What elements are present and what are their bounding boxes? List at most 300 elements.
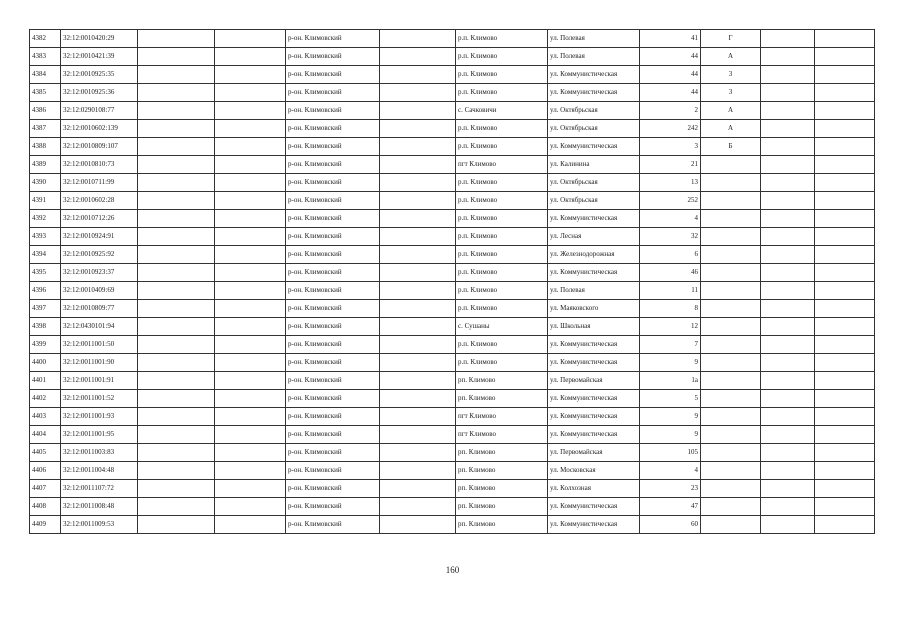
district-cell: р-он. Климовский <box>286 30 380 48</box>
empty-cell <box>138 246 215 264</box>
empty-cell <box>215 480 286 498</box>
house-letter-cell <box>701 318 761 336</box>
empty-cell <box>380 246 456 264</box>
cadastral-number-cell: 32:12:0011001:50 <box>61 336 138 354</box>
empty-cell <box>380 426 456 444</box>
street-cell: ул. Октябрьская <box>548 192 640 210</box>
locality-cell: р.п. Климово <box>456 282 548 300</box>
house-letter-cell <box>701 498 761 516</box>
house-letter-cell <box>701 354 761 372</box>
empty-cell <box>380 66 456 84</box>
locality-cell: рп. Климово <box>456 390 548 408</box>
empty-cell <box>815 354 875 372</box>
table-row <box>30 408 875 426</box>
street-cell: ул. Коммунистическая <box>548 516 640 534</box>
district-cell: р-он. Климовский <box>286 228 380 246</box>
registry-table <box>29 29 875 534</box>
empty-cell <box>761 30 815 48</box>
locality-cell: пгт Климово <box>456 426 548 444</box>
cadastral-number-cell: 32:12:0010711:99 <box>61 174 138 192</box>
empty-cell <box>815 318 875 336</box>
district-cell: р-он. Климовский <box>286 390 380 408</box>
empty-cell <box>761 444 815 462</box>
empty-cell <box>761 282 815 300</box>
locality-cell: рп. Климово <box>456 516 548 534</box>
empty-cell <box>138 282 215 300</box>
table-row <box>30 390 875 408</box>
empty-cell <box>380 354 456 372</box>
district-cell: р-он. Климовский <box>286 318 380 336</box>
district-cell: р-он. Климовский <box>286 462 380 480</box>
locality-cell: р.п. Климово <box>456 30 548 48</box>
cadastral-number-cell: 32:12:0011001:95 <box>61 426 138 444</box>
empty-cell <box>138 192 215 210</box>
row-number-cell: 4388 <box>30 138 61 156</box>
house-letter-cell <box>701 264 761 282</box>
empty-cell <box>761 426 815 444</box>
house-number-cell: 23 <box>640 480 701 498</box>
row-number-cell: 4403 <box>30 408 61 426</box>
street-cell: ул. Коммунистическая <box>548 390 640 408</box>
cadastral-number-cell: 32:12:0011001:91 <box>61 372 138 390</box>
house-number-cell: 44 <box>640 84 701 102</box>
row-number-cell: 4384 <box>30 66 61 84</box>
empty-cell <box>815 372 875 390</box>
house-number-cell: 5 <box>640 390 701 408</box>
district-cell: р-он. Климовский <box>286 282 380 300</box>
empty-cell <box>815 246 875 264</box>
locality-cell: пгт Климово <box>456 156 548 174</box>
cadastral-number-cell: 32:12:0011001:52 <box>61 390 138 408</box>
empty-cell <box>215 426 286 444</box>
locality-cell: р.п. Климово <box>456 210 548 228</box>
empty-cell <box>380 120 456 138</box>
house-number-cell: 32 <box>640 228 701 246</box>
empty-cell <box>815 210 875 228</box>
table-row <box>30 210 875 228</box>
empty-cell <box>761 228 815 246</box>
empty-cell <box>215 372 286 390</box>
district-cell: р-он. Климовский <box>286 336 380 354</box>
house-letter-cell <box>701 192 761 210</box>
district-cell: р-он. Климовский <box>286 192 380 210</box>
empty-cell <box>215 300 286 318</box>
house-number-cell: 6 <box>640 246 701 264</box>
row-number-cell: 4399 <box>30 336 61 354</box>
table-row <box>30 138 875 156</box>
empty-cell <box>215 138 286 156</box>
street-cell: ул. Коммунистическая <box>548 354 640 372</box>
empty-cell <box>761 246 815 264</box>
locality-cell: р.п. Климово <box>456 264 548 282</box>
house-letter-cell: Б <box>701 138 761 156</box>
cadastral-number-cell: 32:12:0010602:28 <box>61 192 138 210</box>
empty-cell <box>215 516 286 534</box>
cadastral-number-cell: 32:12:0010925:92 <box>61 246 138 264</box>
empty-cell <box>380 336 456 354</box>
locality-cell: р.п. Климово <box>456 192 548 210</box>
row-number-cell: 4400 <box>30 354 61 372</box>
street-cell: ул. Октябрьская <box>548 120 640 138</box>
street-cell: ул. Коммунистическая <box>548 66 640 84</box>
street-cell: ул. Полевая <box>548 30 640 48</box>
empty-cell <box>215 246 286 264</box>
empty-cell <box>380 444 456 462</box>
district-cell: р-он. Климовский <box>286 300 380 318</box>
row-number-cell: 4401 <box>30 372 61 390</box>
house-letter-cell: А <box>701 120 761 138</box>
empty-cell <box>215 390 286 408</box>
empty-cell <box>761 48 815 66</box>
house-number-cell: 44 <box>640 48 701 66</box>
district-cell: р-он. Климовский <box>286 210 380 228</box>
empty-cell <box>761 354 815 372</box>
locality-cell: рп. Климово <box>456 498 548 516</box>
street-cell: ул. Первомайская <box>548 444 640 462</box>
street-cell: ул. Коммунистическая <box>548 84 640 102</box>
locality-cell: р.п. Климово <box>456 354 548 372</box>
house-number-cell: 9 <box>640 408 701 426</box>
empty-cell <box>215 84 286 102</box>
empty-cell <box>215 30 286 48</box>
table-row <box>30 192 875 210</box>
empty-cell <box>761 372 815 390</box>
row-number-cell: 4406 <box>30 462 61 480</box>
cadastral-number-cell: 32:12:0010925:35 <box>61 66 138 84</box>
district-cell: р-он. Климовский <box>286 66 380 84</box>
district-cell: р-он. Климовский <box>286 372 380 390</box>
row-number-cell: 4382 <box>30 30 61 48</box>
empty-cell <box>138 228 215 246</box>
house-number-cell: 242 <box>640 120 701 138</box>
empty-cell <box>215 318 286 336</box>
table-row <box>30 354 875 372</box>
row-number-cell: 4383 <box>30 48 61 66</box>
empty-cell <box>815 48 875 66</box>
row-number-cell: 4391 <box>30 192 61 210</box>
empty-cell <box>761 120 815 138</box>
row-number-cell: 4394 <box>30 246 61 264</box>
street-cell: ул. Коммунистическая <box>548 408 640 426</box>
cadastral-number-cell: 32:12:0010409:69 <box>61 282 138 300</box>
table-row <box>30 156 875 174</box>
row-number-cell: 4407 <box>30 480 61 498</box>
empty-cell <box>380 480 456 498</box>
empty-cell <box>215 462 286 480</box>
street-cell: ул. Октябрьская <box>548 102 640 120</box>
district-cell: р-он. Климовский <box>286 156 380 174</box>
empty-cell <box>215 66 286 84</box>
empty-cell <box>380 516 456 534</box>
empty-cell <box>138 66 215 84</box>
locality-cell: рп. Климово <box>456 444 548 462</box>
cadastral-number-cell: 32:12:0430101:94 <box>61 318 138 336</box>
empty-cell <box>815 462 875 480</box>
cadastral-number-cell: 32:12:0010809:77 <box>61 300 138 318</box>
street-cell: ул. Полевая <box>548 48 640 66</box>
empty-cell <box>815 192 875 210</box>
empty-cell <box>138 408 215 426</box>
empty-cell <box>215 174 286 192</box>
empty-cell <box>215 210 286 228</box>
house-letter-cell <box>701 426 761 444</box>
row-number-cell: 4390 <box>30 174 61 192</box>
locality-cell: р.п. Климово <box>456 246 548 264</box>
house-letter-cell <box>701 462 761 480</box>
house-number-cell: 12 <box>640 318 701 336</box>
locality-cell: рп. Климово <box>456 372 548 390</box>
empty-cell <box>138 84 215 102</box>
empty-cell <box>215 408 286 426</box>
locality-cell: р.п. Климово <box>456 138 548 156</box>
district-cell: р-он. Климовский <box>286 498 380 516</box>
empty-cell <box>761 102 815 120</box>
district-cell: р-он. Климовский <box>286 444 380 462</box>
empty-cell <box>215 498 286 516</box>
house-letter-cell <box>701 408 761 426</box>
street-cell: ул. Полевая <box>548 282 640 300</box>
empty-cell <box>138 300 215 318</box>
house-letter-cell <box>701 282 761 300</box>
cadastral-number-cell: 32:12:0010420:29 <box>61 30 138 48</box>
table-row <box>30 120 875 138</box>
empty-cell <box>761 336 815 354</box>
table-row <box>30 246 875 264</box>
empty-cell <box>215 336 286 354</box>
table-row <box>30 372 875 390</box>
house-number-cell: 60 <box>640 516 701 534</box>
table-row <box>30 264 875 282</box>
empty-cell <box>138 102 215 120</box>
empty-cell <box>815 516 875 534</box>
house-letter-cell: 3 <box>701 66 761 84</box>
row-number-cell: 4398 <box>30 318 61 336</box>
table-row <box>30 282 875 300</box>
empty-cell <box>380 102 456 120</box>
house-letter-cell <box>701 444 761 462</box>
cadastral-number-cell: 32:12:0011008:48 <box>61 498 138 516</box>
empty-cell <box>215 156 286 174</box>
empty-cell <box>138 426 215 444</box>
empty-cell <box>761 192 815 210</box>
table-row <box>30 300 875 318</box>
empty-cell <box>815 84 875 102</box>
table-row <box>30 462 875 480</box>
cadastral-number-cell: 32:12:0010809:107 <box>61 138 138 156</box>
cadastral-number-cell: 32:12:0011001:90 <box>61 354 138 372</box>
locality-cell: пгт Климово <box>456 408 548 426</box>
house-number-cell: 3 <box>640 138 701 156</box>
empty-cell <box>380 138 456 156</box>
house-letter-cell: А <box>701 48 761 66</box>
row-number-cell: 4389 <box>30 156 61 174</box>
empty-cell <box>761 300 815 318</box>
district-cell: р-он. Климовский <box>286 480 380 498</box>
district-cell: р-он. Климовский <box>286 516 380 534</box>
row-number-cell: 4397 <box>30 300 61 318</box>
row-number-cell: 4402 <box>30 390 61 408</box>
house-letter-cell: Г <box>701 30 761 48</box>
empty-cell <box>815 120 875 138</box>
house-number-cell: 11 <box>640 282 701 300</box>
empty-cell <box>215 228 286 246</box>
table-row <box>30 480 875 498</box>
empty-cell <box>761 408 815 426</box>
empty-cell <box>215 192 286 210</box>
locality-cell: с. Сачковичи <box>456 102 548 120</box>
cadastral-number-cell: 32:12:0010924:91 <box>61 228 138 246</box>
empty-cell <box>138 138 215 156</box>
empty-cell <box>138 390 215 408</box>
house-number-cell: 9 <box>640 354 701 372</box>
empty-cell <box>138 462 215 480</box>
table-row <box>30 84 875 102</box>
empty-cell <box>138 210 215 228</box>
empty-cell <box>380 84 456 102</box>
empty-cell <box>138 30 215 48</box>
table-row <box>30 498 875 516</box>
street-cell: ул. Первомайская <box>548 372 640 390</box>
empty-cell <box>215 48 286 66</box>
empty-cell <box>215 444 286 462</box>
house-number-cell: 9 <box>640 426 701 444</box>
empty-cell <box>215 354 286 372</box>
empty-cell <box>761 516 815 534</box>
house-letter-cell <box>701 372 761 390</box>
empty-cell <box>215 120 286 138</box>
house-letter-cell <box>701 480 761 498</box>
district-cell: р-он. Климовский <box>286 264 380 282</box>
house-number-cell: 2 <box>640 102 701 120</box>
empty-cell <box>138 156 215 174</box>
table-row <box>30 66 875 84</box>
empty-cell <box>761 264 815 282</box>
empty-cell <box>761 174 815 192</box>
locality-cell: р.п. Климово <box>456 48 548 66</box>
empty-cell <box>138 354 215 372</box>
table-row <box>30 174 875 192</box>
empty-cell <box>380 498 456 516</box>
cadastral-number-cell: 32:12:0011009:53 <box>61 516 138 534</box>
street-cell: ул. Коммунистическая <box>548 498 640 516</box>
empty-cell <box>815 174 875 192</box>
house-number-cell: 252 <box>640 192 701 210</box>
street-cell: ул. Октябрьская <box>548 174 640 192</box>
house-number-cell: 105 <box>640 444 701 462</box>
house-letter-cell <box>701 390 761 408</box>
table-row <box>30 318 875 336</box>
empty-cell <box>380 372 456 390</box>
cadastral-number-cell: 32:12:0010923:37 <box>61 264 138 282</box>
street-cell: ул. Калинина <box>548 156 640 174</box>
table-row <box>30 102 875 120</box>
empty-cell <box>815 300 875 318</box>
row-number-cell: 4386 <box>30 102 61 120</box>
house-number-cell: 13 <box>640 174 701 192</box>
empty-cell <box>215 282 286 300</box>
locality-cell: р.п. Климово <box>456 120 548 138</box>
locality-cell: р.п. Климово <box>456 174 548 192</box>
empty-cell <box>815 480 875 498</box>
district-cell: р-он. Климовский <box>286 48 380 66</box>
cadastral-number-cell: 32:12:0010925:36 <box>61 84 138 102</box>
house-number-cell: 47 <box>640 498 701 516</box>
street-cell: ул. Железнодорожная <box>548 246 640 264</box>
row-number-cell: 4408 <box>30 498 61 516</box>
district-cell: р-он. Климовский <box>286 174 380 192</box>
district-cell: р-он. Климовский <box>286 354 380 372</box>
empty-cell <box>815 426 875 444</box>
locality-cell: рп. Климово <box>456 480 548 498</box>
house-number-cell: 8 <box>640 300 701 318</box>
district-cell: р-он. Климовский <box>286 426 380 444</box>
empty-cell <box>815 408 875 426</box>
locality-cell: р.п. Климово <box>456 228 548 246</box>
locality-cell: р.п. Климово <box>456 66 548 84</box>
house-number-cell: 41 <box>640 30 701 48</box>
empty-cell <box>815 336 875 354</box>
cadastral-number-cell: 32:12:0290108:77 <box>61 102 138 120</box>
row-number-cell: 4387 <box>30 120 61 138</box>
empty-cell <box>761 498 815 516</box>
empty-cell <box>138 120 215 138</box>
house-number-cell: 7 <box>640 336 701 354</box>
district-cell: р-он. Климовский <box>286 138 380 156</box>
row-number-cell: 4405 <box>30 444 61 462</box>
cadastral-number-cell: 32:12:0011004:48 <box>61 462 138 480</box>
empty-cell <box>380 30 456 48</box>
house-number-cell: 46 <box>640 264 701 282</box>
empty-cell <box>138 264 215 282</box>
house-letter-cell <box>701 156 761 174</box>
empty-cell <box>761 138 815 156</box>
empty-cell <box>138 318 215 336</box>
house-letter-cell: А <box>701 102 761 120</box>
cadastral-number-cell: 32:12:0011003:83 <box>61 444 138 462</box>
empty-cell <box>815 156 875 174</box>
empty-cell <box>761 390 815 408</box>
street-cell: ул. Московская <box>548 462 640 480</box>
house-number-cell: 21 <box>640 156 701 174</box>
house-letter-cell <box>701 174 761 192</box>
house-letter-cell <box>701 516 761 534</box>
empty-cell <box>138 48 215 66</box>
row-number-cell: 4409 <box>30 516 61 534</box>
district-cell: р-он. Климовский <box>286 102 380 120</box>
locality-cell: р.п. Климово <box>456 300 548 318</box>
empty-cell <box>380 228 456 246</box>
empty-cell <box>815 390 875 408</box>
row-number-cell: 4395 <box>30 264 61 282</box>
empty-cell <box>215 264 286 282</box>
empty-cell <box>380 318 456 336</box>
row-number-cell: 4393 <box>30 228 61 246</box>
cadastral-number-cell: 32:12:0010421:39 <box>61 48 138 66</box>
empty-cell <box>815 264 875 282</box>
cadastral-number-cell: 32:12:0011107:72 <box>61 480 138 498</box>
empty-cell <box>815 228 875 246</box>
empty-cell <box>815 30 875 48</box>
table-row <box>30 426 875 444</box>
district-cell: р-он. Климовский <box>286 84 380 102</box>
empty-cell <box>761 462 815 480</box>
empty-cell <box>380 408 456 426</box>
empty-cell <box>761 480 815 498</box>
empty-cell <box>380 462 456 480</box>
empty-cell <box>815 282 875 300</box>
empty-cell <box>761 156 815 174</box>
cadastral-number-cell: 32:12:0010712:26 <box>61 210 138 228</box>
